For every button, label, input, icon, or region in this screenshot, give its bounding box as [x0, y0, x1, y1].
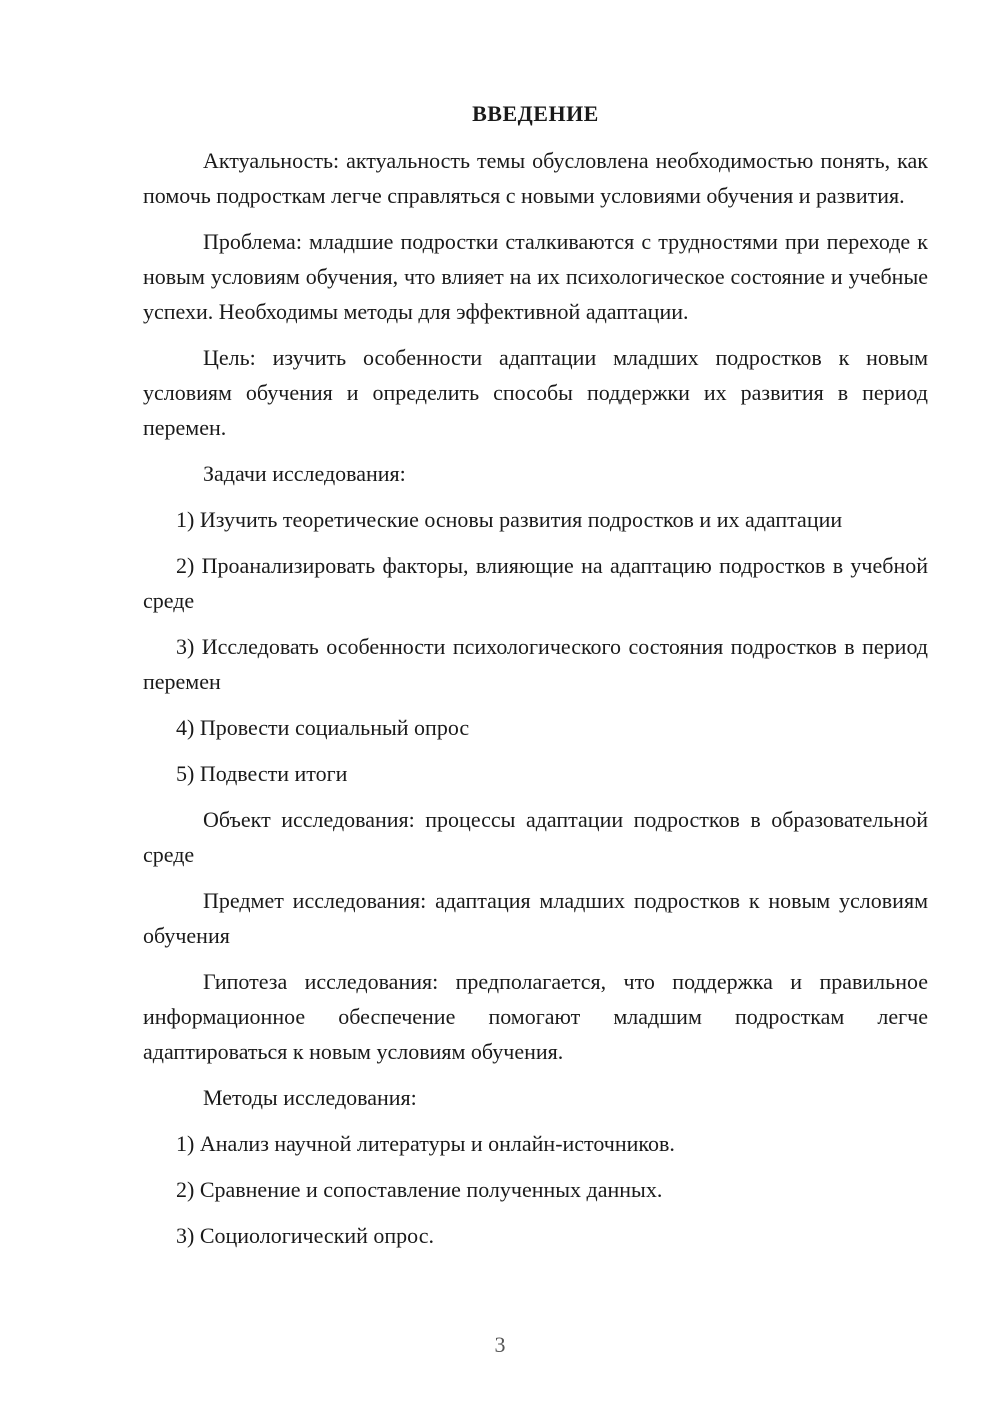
hypothesis-paragraph: Гипотеза исследования: предполагается, что поддержка и правильное информационное обеспечение помогают младшим подросткам легче адаптироваться к новым условиям обучения. — [143, 969, 928, 1064]
task-item-2: 2) Проанализировать факторы, влияющие на адаптацию подростков в учебной среде — [143, 553, 928, 613]
section-title: ВВЕДЕНИЕ — [472, 101, 599, 126]
document-page — [143, 96, 928, 1264]
problem-paragraph: Проблема: младшие подростки сталкиваются с трудностями при переходе к новым условиям обучения, что влияет на их психологическое состояние и учебные успехи. Необходимы методы для эффективной адаптации. — [143, 229, 928, 324]
method-item-2: 2) Сравнение и сопоставление полученных данных. — [176, 1177, 663, 1202]
task-item-4: 4) Провести социальный опрос — [176, 715, 470, 740]
method-item-3: 3) Социологический опрос. — [176, 1223, 434, 1248]
relevance-paragraph: Актуальность: актуальность темы обусловлена необходимостью понять, как помочь подросткам легче справляться с новыми условиями обучения и развития. — [143, 148, 928, 208]
task-item-1: 1) Изучить теоретические основы развития подростков и их адаптации — [176, 507, 843, 532]
subject-paragraph: Предмет исследования: адаптация младших подростков к новым условиям обучения — [143, 888, 928, 948]
goal-paragraph: Цель: изучить особенности адаптации младших подростков к новым условиям обучения и определить способы поддержки их развития в период перемен. — [143, 345, 928, 440]
task-item-3: 3) Исследовать особенности психологического состояния подростков в период перемен — [143, 634, 928, 694]
object-paragraph: Объект исследования: процессы адаптации подростков в образовательной среде — [143, 807, 928, 867]
method-item-1: 1) Анализ научной литературы и онлайн-источников. — [176, 1131, 675, 1156]
page-number: 3 — [494, 1332, 506, 1357]
task-item-5: 5) Подвести итоги — [176, 761, 348, 786]
methods-heading: Методы исследования: — [203, 1085, 417, 1110]
tasks-heading: Задачи исследования: — [203, 461, 406, 486]
